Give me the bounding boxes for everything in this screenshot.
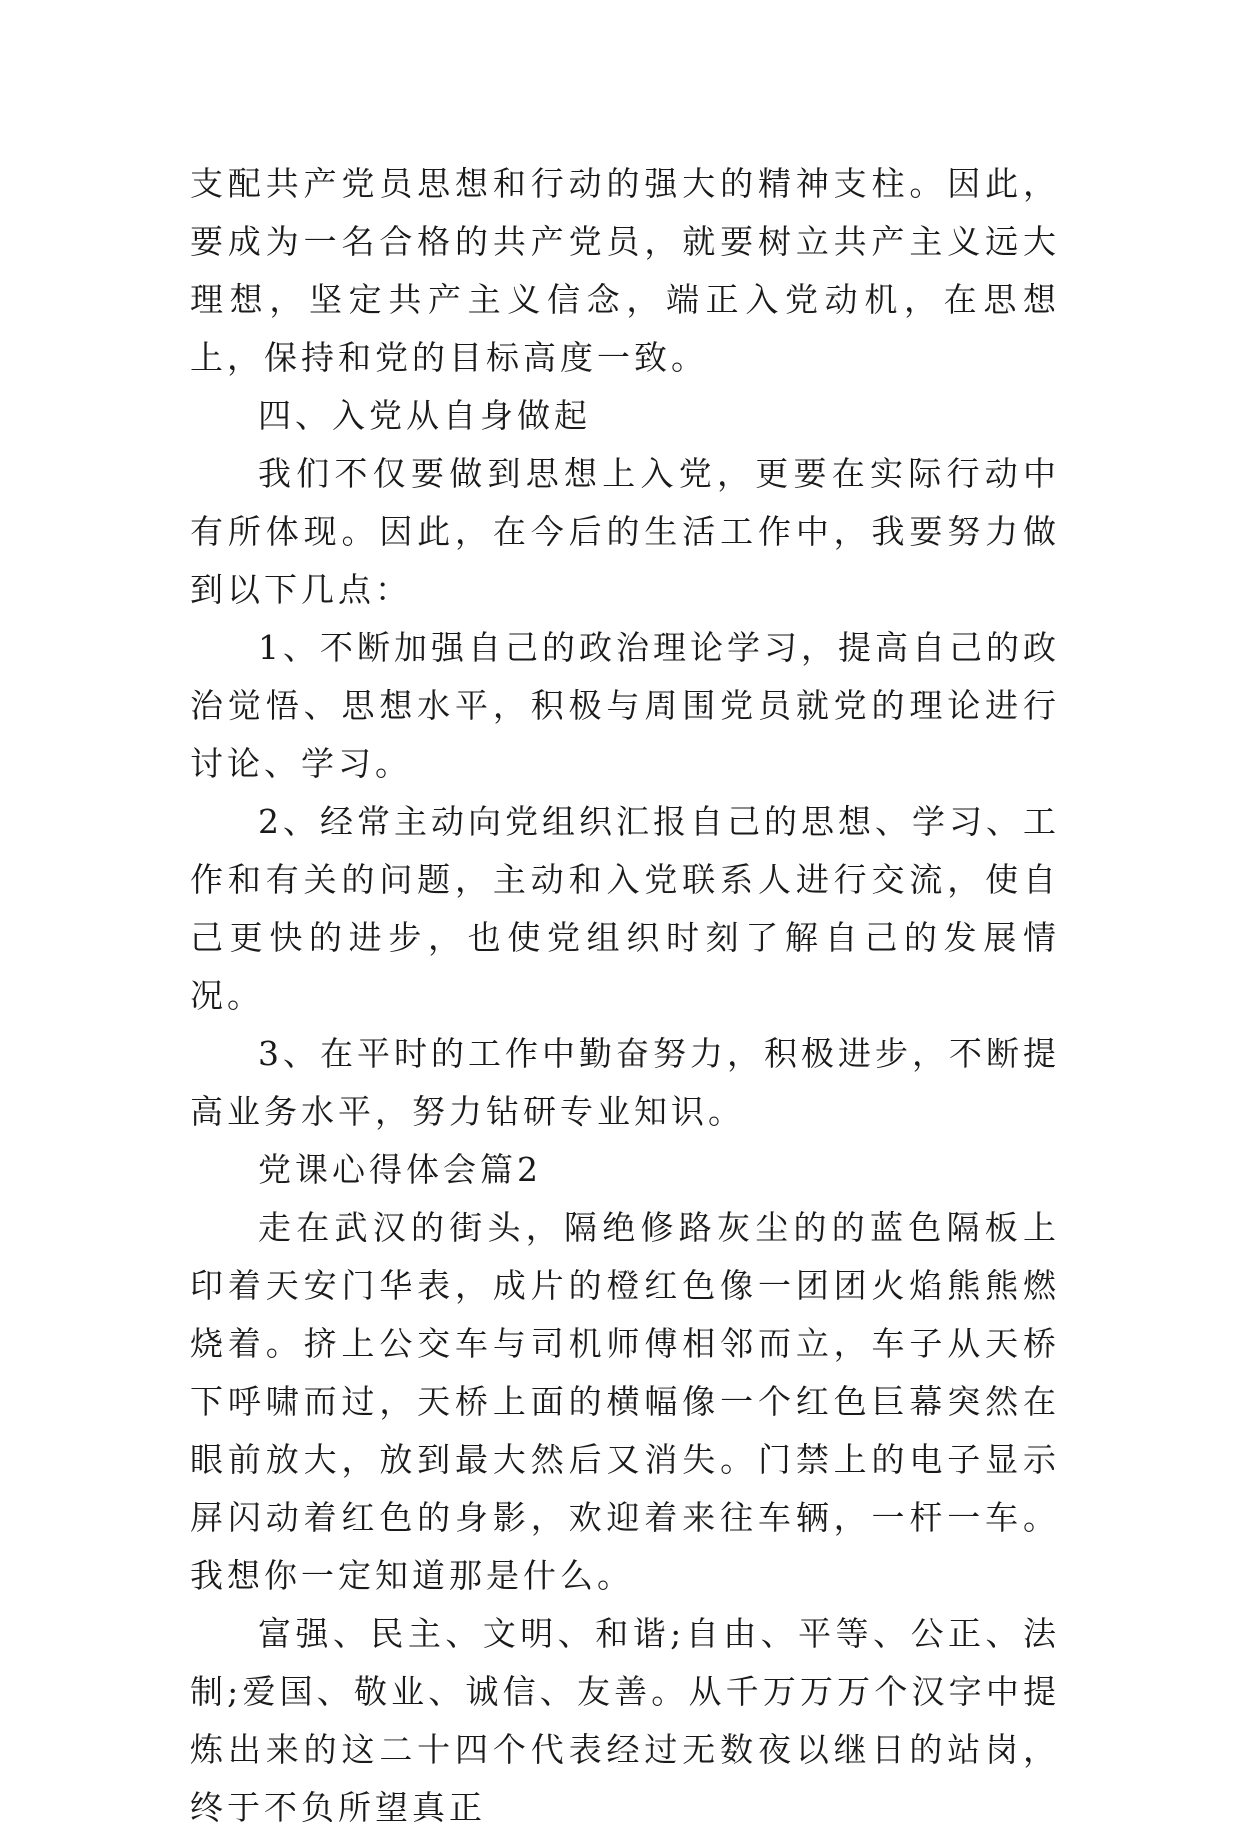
section-heading-four: 四、入党从自身做起	[258, 396, 591, 435]
article-title-2: 党课心得体会篇2	[258, 1150, 542, 1189]
document-body	[190, 155, 1060, 1837]
paragraph-core-values: 富强、民主、文明、和谐;自由、平等、公正、法制;爱国、敬业、诚信、友善。从千万万万个汉字中提炼出来的这二十四个代表经过无数夜以继日的站岗，终于不负所望真正	[190, 1614, 1060, 1827]
paragraph-wuhan-street: 走在武汉的街头，隔绝修路灰尘的的蓝色隔板上印着天安门华表，成片的橙红色像一团团火焰熊熊燃烧着。挤上公交车与司机师傅相邻而立，车子从天桥下呼啸而过，天桥上面的横幅像一个红色巨幕突然在眼前放大，放到最大然后又消失。门禁上的电子显示屏闪动着红色的身影，欢迎着来往车辆，一杆一车。我想你一定知道那是什么。	[190, 1208, 1060, 1595]
list-item-3: 3、在平时的工作中勤奋努力，积极进步，不断提高业务水平，努力钻研专业知识。	[190, 1034, 1060, 1131]
list-item-2: 2、经常主动向党组织汇报自己的思想、学习、工作和有关的问题，主动和入党联系人进行交流，使自己更快的进步，也使党组织时刻了解自己的发展情况。	[190, 802, 1060, 1015]
paragraph-intro-actions: 我们不仅要做到思想上入党，更要在实际行动中有所体现。因此，在今后的生活工作中，我要努力做到以下几点：	[190, 454, 1060, 609]
paragraph-continuation: 支配共产党员思想和行动的强大的精神支柱。因此，要成为一名合格的共产党员，就要树立共产主义远大理想，坚定共产主义信念，端正入党动机，在思想上，保持和党的目标高度一致。	[190, 164, 1060, 377]
list-item-1: 1、不断加强自己的政治理论学习，提高自己的政治觉悟、思想水平，积极与周围党员就党的理论进行讨论、学习。	[190, 628, 1060, 783]
